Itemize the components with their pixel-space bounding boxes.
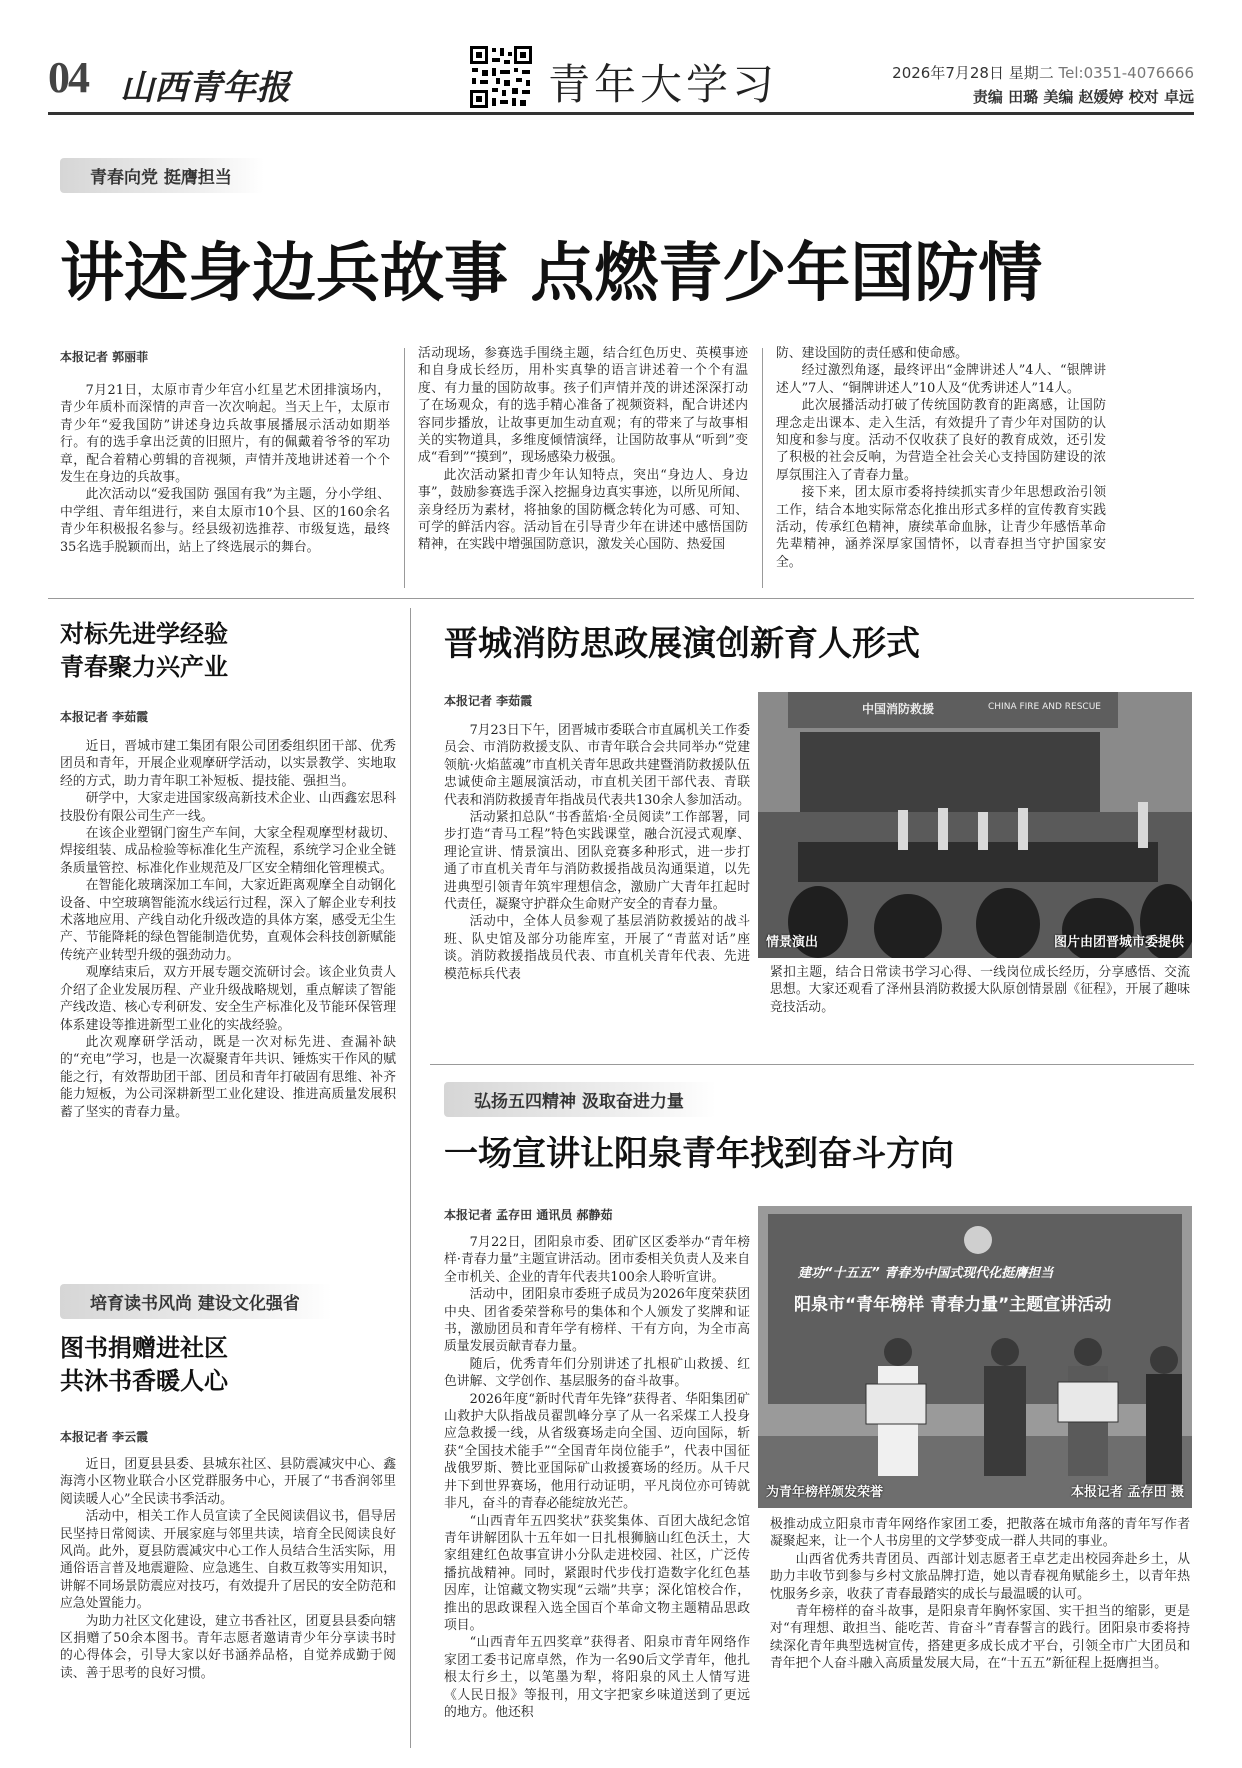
headline-line: 共沐书香暖人心 bbox=[60, 1367, 228, 1395]
qr-code-icon bbox=[468, 44, 534, 110]
paragraph: 青年榜样的奋斗故事，是阳泉青年胸怀家国、实干担当的缩影，更是对“有理想、敢担当、能吃苦、肯奋斗”青春誓言的践行。团阳泉市委将持续深化青年典型选树宣传，搭建更多成长成才平台，引领全市广大团员和青年把个人奋斗融入高质量发展大局，在“十五五”新征程上挺膺担当。 bbox=[770, 1604, 1190, 1672]
paragraph: 此次展播活动打破了传统国防教育的距离感，让国防理念走出课本、走入生活，有效提升了青少年对国防的认知度和参与度。活动不仅收获了良好的教育成效，还引发了积极的社会反响，为营造全社会关心支持国防建设的浓厚氛围注入了青春力量。 bbox=[776, 398, 1106, 483]
issue-date: 2026年7月28日 星期二 bbox=[892, 64, 1054, 82]
paragraph: 研学中，大家走进国家级高新技术企业、山西鑫宏思科技股份有限公司生产一线。 bbox=[60, 791, 396, 824]
paragraph: 防、建设国防的责任感和使命感。 bbox=[776, 346, 968, 361]
photo-credit: 图片由团晋城市委提供 bbox=[1053, 935, 1184, 950]
headline-line: 图书捐赠进社区 bbox=[60, 1334, 228, 1362]
paragraph: 极推动成立阳泉市青年网络作家团工委，把散落在城市角落的青年写作者凝聚起来，让一个人书房里的文学梦变成一群人共同的事业。 bbox=[770, 1517, 1190, 1550]
paragraph: 7月23日下午，团晋城市委联合市直属机关工作委员会、市消防救援支队、市青年联合会共同举办“党建领航·火焰蓝魂”市直机关青年思政共建暨消防救援队伍忠诚使命主题展演活动，市直机关团干部代表、青联代表和消防救援青年指战员代表共130余人参加活动。 bbox=[444, 723, 750, 808]
paragraph: 在该企业塑钢门窗生产车间，大家全程观摩型材裁切、焊接组装、成品检验等标准化生产流程，系统学习企业全链条质量管控、标准化作业规范及厂区安全精细化管理模式。 bbox=[60, 826, 396, 876]
paragraph: 观摩结束后，双方开展专题交流研讨会。该企业负责人介绍了企业发展历程、产业升级战略规划，重点解读了智能产线改造、核心专利研发、安全生产标准化及节能环保管理体系建设等推进新型工业化的实战经验。 bbox=[60, 965, 396, 1033]
left2-kicker: 培育读书风尚 建设文化强省 bbox=[60, 1284, 332, 1319]
photo-banner-en: CHINA FIRE AND RESCUE bbox=[988, 702, 1101, 712]
photo-credit: 本报记者 孟存田 摄 bbox=[1070, 1485, 1184, 1500]
page-number: 04 bbox=[48, 53, 88, 102]
column-divider bbox=[404, 348, 405, 588]
paragraph: 在智能化玻璃深加工车间，大家近距离观摩全自动钢化设备、中空玻璃智能流水线运行过程，深入了解企业专利技术落地应用、产线自动化升级改造的具体方案，感受无尘生产、节能降耗的绿色智能制造优势，直观体会科技创新赋能传统产业转型升级的强劲动力。 bbox=[60, 878, 396, 963]
column-divider bbox=[410, 608, 411, 1748]
lead-column-1 bbox=[60, 382, 390, 556]
story3-kicker: 弘扬五四精神 汲取奋进力量 bbox=[444, 1082, 716, 1117]
lead-column-3 bbox=[776, 345, 1106, 571]
issue-date-line bbox=[892, 62, 1194, 83]
story3-column-a bbox=[444, 1234, 750, 1721]
paragraph: 活动中，相关工作人员宣读了全民阅读倡议书，倡导居民坚持日常阅读、开展家庭与邻里共读，培育全民阅读良好风尚。此外，夏县防震减灾中心工作人员结合生活实际，用通俗语言普及地震避险、应急逃生、自救互救等实用知识，讲解不同场景防震应对技巧，有效提升了居民的安全防范和应急处置能力。 bbox=[60, 1509, 396, 1612]
section-rule bbox=[48, 598, 1194, 599]
story3-byline: 本报记者 孟存田 通讯员 郝静茹 bbox=[444, 1208, 613, 1222]
left-story-body bbox=[60, 738, 396, 1121]
photo-banner-top: 建功“十五五” 青春为中国式现代化挺膺担当 bbox=[798, 1266, 1054, 1281]
column-divider bbox=[762, 348, 763, 588]
paragraph: 7月21日，太原市青少年宫小红星艺术团排演场内，青少年质朴而深情的声音一次次响起。当天上午，太原市青少年“爱我国防”讲述身边兵故事展播展示活动如期举行。有的选手拿出泛黄的旧照片，有的佩戴着爷爷的军功章，配合着精心剪辑的音视频，声情并茂地讲述着一个个发生在身边的兵故事。 bbox=[60, 383, 390, 486]
left-story-byline: 本报记者 李茹霞 bbox=[60, 710, 149, 724]
headline-line: 对标先进学经验 bbox=[60, 620, 228, 648]
paragraph: 近日，团夏县县委、县城东社区、县防震减灾中心、鑫海湾小区物业联合小区党群服务中心，开展了“书香润邻里 阅读暖人心”全民读书季活动。 bbox=[60, 1457, 396, 1507]
paragraph: “山西青年五四奖状”获奖集体、百团大战纪念馆青年讲解团队十五年如一日扎根狮脑山红色沃土，大家组建红色故事宣讲小分队走进校园、社区，广泛传播抗战精神。同时，紧跟时代步伐打造数字化红色基因库，让馆藏文物实现“云端”共享；深化馆校合作，推出的思政课程入选全国百个革命文物主题精品思政项目。 bbox=[444, 1513, 750, 1633]
paragraph: 紧扣主题，结合日常读书学习心得、一线岗位成长经历，分享感悟、交流思想。大家还观看了泽州县消防救援大队原创情景剧《征程》，开展了趣味竞技活动。 bbox=[770, 965, 1190, 1015]
lead-headline: 讲述身边兵故事 点燃青少年国防情 bbox=[60, 237, 1043, 311]
story2-column-b bbox=[770, 964, 1190, 1016]
paragraph: 为助力社区文化建设，建立书香社区，团夏县县委向辖区捐赠了50余本图书。青年志愿者邀请青少年分享读书时的心得体会，引导大家以好书涵养品格，自觉养成勤于阅读、善于思考的良好习惯。 bbox=[60, 1613, 396, 1681]
award-ceremony-photo bbox=[758, 1206, 1192, 1508]
lead-column-2 bbox=[418, 345, 748, 554]
paragraph: 活动现场，参赛选手围绕主题，结合红色历史、英模事迹和自身成长经历，用朴实真挚的语言讲述着一个个有温度、有力量的国防故事。孩子们声情并茂的讲述深深打动了在场观众，有的选手精心准备了视频资料，配合讲述内容同步播放，让故事更加生动直观；有的带来了与故事相关的实物道具，多维度倾情演绎，让国防故事从“听到”变成“看到”“摸到”，现场感染力极强。 bbox=[418, 346, 748, 466]
paragraph: 活动紧扣总队“书香蓝焰·全员阅读”工作部署，同步打造“青马工程”特色实践课堂，融合沉浸式观摩、理论宣讲、情景演出、团队竞赛多种形式，进一步打通了市直机关青年与消防救援指战员沟通渠道，以先进典型引领青年筑牢理想信念，激励广大青年扛起时代责任，凝聚守护群众生命财产安全的青春力量。 bbox=[444, 810, 750, 913]
paragraph: 接下来，团太原市委将持续抓实青少年思想政治引领工作，结合本地实际常态化推出形式多样的宣传教育实践活动，传承红色精神，赓续革命血脉，让青少年感悟革命先辈精神，涵养深厚家国情怀，以青春担当守护国家安全。 bbox=[776, 485, 1106, 570]
paragraph: 山西省优秀共青团员、西部计划志愿者王卓艺走出校园奔赴乡土，从助力丰收节到参与乡村文旅品牌打造，她以青春视角赋能乡土，以青年热忱服务乡亲，收获了青春最踏实的成长与最温暖的认可。 bbox=[770, 1551, 1190, 1602]
photo-caption: 情景演出 bbox=[766, 935, 819, 950]
paragraph: 此次活动以“爱我国防 强国有我”为主题，分小学组、中学组、青年组进行，来自太原市10个县、区的160余名青少年积极报名参与。经县级初选推荐、市级复选，最终35名选手脱颖而出，站上了终选展示的舞台。 bbox=[60, 487, 390, 555]
masthead-rule bbox=[48, 112, 1194, 115]
story2-byline: 本报记者 李茹霞 bbox=[444, 694, 533, 708]
contact-tel: Tel:0351-4076666 bbox=[1058, 64, 1194, 82]
editorial-staff: 责编 田璐 美编 赵媛婷 校对 卓远 bbox=[972, 88, 1194, 106]
left2-byline: 本报记者 李云霞 bbox=[60, 1430, 149, 1444]
newspaper-logo: 山西青年报 bbox=[120, 68, 290, 108]
paragraph: 此次活动紧扣青少年认知特点，突出“身边人、身边事”，鼓励参赛选手深入挖掘身边真实事迹，以所见所闻、亲身经历为素材，将抽象的国防概念转化为可感、可知、可学的鲜活内容。活动旨在引导青少年在讲述中感悟国防精神，在实践中增强国防意识，激发关心国防、热爱国 bbox=[418, 467, 748, 553]
paragraph: “山西青年五四奖章”获得者、阳泉市青年网络作家团工委书记席卓然，作为一名90后文学青年，他扎根太行乡土，以笔墨为犁，将阳泉的风土人情写进《人民日报》等报刊，用文字把家乡味道送到了更远的地方。他还积 bbox=[444, 1635, 750, 1720]
fire-drama-photo bbox=[758, 692, 1192, 958]
award-ceremony-scene bbox=[758, 1206, 1192, 1508]
photo-caption: 为青年榜样颁发荣誉 bbox=[766, 1485, 884, 1500]
left2-body bbox=[60, 1456, 396, 1682]
lead-kicker: 青春向党 挺膺担当 bbox=[60, 158, 264, 193]
lead-byline: 本报记者 郭丽菲 bbox=[60, 350, 149, 364]
paragraph: 活动中，团阳泉市委班子成员为2026年度荣获团中央、团省委荣誉称号的集体和个人颁发了奖牌和证书，激励团员和青年学有榜样、干有方向，为全市高质量发展贡献青春力量。 bbox=[444, 1287, 750, 1355]
story3-headline: 一场宣讲让阳泉青年找到奋斗方向 bbox=[444, 1134, 954, 1174]
paragraph: 此次观摩研学活动，既是一次对标先进、查漏补缺的“充电”学习，也是一次凝聚青年共识、锤炼实干作风的赋能之行，有效帮助团干部、团员和青年打破固有思维、补齐能力短板，为公司深耕新型工业化建设、推进高质量发展积蓄了坚实的青春力量。 bbox=[60, 1034, 396, 1120]
headline-line: 青春聚力兴产业 bbox=[60, 653, 228, 681]
story3-column-b bbox=[770, 1516, 1190, 1673]
fire-drama-scene bbox=[758, 692, 1192, 958]
section-title: 青年大学习 bbox=[548, 60, 779, 109]
story2-headline: 晋城消防思政展演创新育人形式 bbox=[444, 624, 920, 664]
photo-banner-text: 中国消防救援 bbox=[862, 702, 935, 716]
story2-column-a bbox=[444, 722, 750, 983]
paragraph: 7月22日，团阳泉市委、团矿区区委举办“青年榜样·青春力量”主题宣讲活动。团市委相关负责人及来自全市机关、企业的青年代表共100余人聆听宣讲。 bbox=[444, 1235, 750, 1285]
paragraph: 活动中，全体人员参观了基层消防救援站的战斗班、队史馆及部分功能库室，开展了“青蓝对话”座谈。消防救援指战员代表、市直机关青年代表、先进模范标兵代表 bbox=[444, 914, 750, 982]
paragraph: 近日，晋城市建工集团有限公司团委组织团干部、优秀团员和青年，开展企业观摩研学活动，以实景教学、实地取经的方式，助力青年职工补短板、提技能、强担当。 bbox=[60, 739, 396, 789]
paragraph: 随后，优秀青年们分别讲述了扎根矿山救援、红色讲解、文学创作、基层服务的奋斗故事。 bbox=[444, 1356, 750, 1390]
paragraph: 2026年度“新时代青年先锋”获得者、华阳集团矿山救护大队指战员翟凯峰分享了从一名采煤工人投身应急救援一线，从省级赛场走向全国、迈向国际，斩获“全国技术能手”“全国青年岗位能手”，代表中国征战俄罗斯、赞比亚国际矿山救援赛场的经历。从千尺井下到世界赛场，他用行动证明，平凡岗位亦可铸就非凡，奋斗的青春必能绽放光芒。 bbox=[444, 1391, 750, 1512]
left2-headline bbox=[60, 1332, 228, 1398]
paragraph: 经过激烈角逐，最终评出“金牌讲述人”4人、“银牌讲述人”7人、“铜牌讲述人”10人及“优秀讲述人”14人。 bbox=[776, 363, 1106, 396]
left-story-headline bbox=[60, 618, 228, 684]
section-rule bbox=[430, 1064, 1194, 1065]
photo-banner-main: 阳泉市“青年榜样 青春力量”主题宣讲活动 bbox=[794, 1295, 1112, 1315]
